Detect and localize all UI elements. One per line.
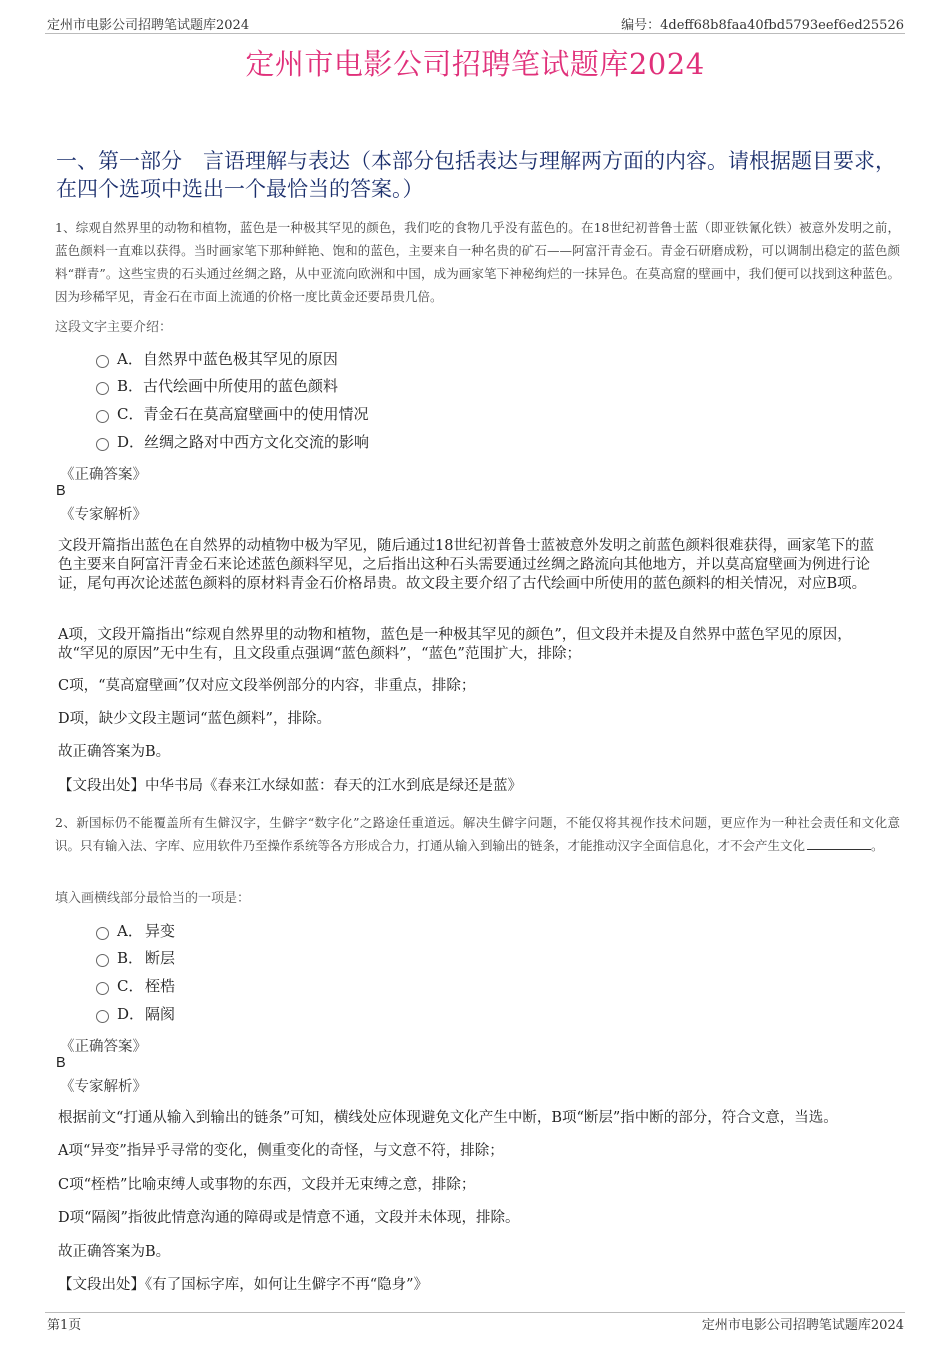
radio-icon[interactable] <box>96 927 109 940</box>
q1-option-c[interactable] <box>96 403 369 425</box>
option-letter: C． <box>117 405 144 423</box>
question-1-prompt: 这段文字主要介绍： <box>55 320 173 335</box>
question-2-prompt: 填入画横线部分最恰当的一项是： <box>55 891 251 906</box>
q2-analysis-label: 《专家解析》 <box>60 1079 147 1095</box>
radio-icon[interactable] <box>96 954 109 967</box>
radio-icon[interactable] <box>96 410 109 423</box>
radio-icon[interactable] <box>96 382 109 395</box>
header-divider <box>45 33 905 34</box>
option-text: 古代绘画中所使用的蓝色颜料 <box>143 377 339 395</box>
fill-in-blank <box>807 837 871 850</box>
q2-option-c[interactable] <box>96 975 175 997</box>
question-1-text: 1、综观自然界里的动物和植物，蓝色是一种极其罕见的颜色，我们吃的食物几乎没有蓝色的。在18世纪初普鲁士蓝（即亚铁氰化铁）被意外发明之前，蓝色颜料一直难以获得。当时画家笔下那种鲜艳、饱和的蓝色，主要来自一种名贵的矿石——阿富汗青金石。青金石研磨成粉，可以调制出稳定的蓝色颜料“群青”。这些宝贵的石头通过丝绸之路，从中亚流向欧洲和中国，成为画家笔下神秘绚烂的一抹异色。在莫高窟的壁画中，我们便可以找到这种蓝色。因为珍稀罕见，青金石在市面上流通的价格一度比黄金还要昂贵几倍。 <box>55 220 900 304</box>
q1-analysis-label: 《专家解析》 <box>60 507 147 523</box>
question-2-text <box>55 811 900 857</box>
q1-analysis-paragraph: 故正确答案为B。 <box>58 744 171 760</box>
q2-analysis-paragraph: 根据前文“打通从输入到输出的链条”可知，横线处应体现避免文化产生中断，B项“断层”指中断的部分，符合文意，当选。 <box>58 1110 838 1126</box>
q2-option-b[interactable] <box>96 947 175 969</box>
question-2-text-after: 。 <box>871 838 884 853</box>
q1-analysis-paragraph: C项，“莫高窟壁画”仅对应文段举例部分的内容，非重点，排除； <box>58 678 476 694</box>
q2-source: 【文段出处】《有了国标字库，如何让生僻字不再“隐身”》 <box>58 1277 429 1293</box>
option-letter: C． <box>117 977 144 995</box>
q2-answer-label: 《正确答案》 <box>60 1039 147 1055</box>
section-heading: 一、第一部分 言语理解与表达（本部分包括表达与理解两方面的内容。请根据题目要求，在四个选项中选出一个最恰当的答案。） <box>56 149 896 201</box>
q2-analysis-paragraph: 故正确答案为B。 <box>58 1244 171 1260</box>
q2-option-a[interactable] <box>96 920 175 942</box>
q1-analysis-paragraph: A项，文段开篇指出“综观自然界里的动物和植物，蓝色是一种极其罕见的颜色”，但文段并未提及自然界中蓝色罕见的原因，故“罕见的原因”无中生有，且文段重点强调“蓝色颜料”，“蓝色”范围扩大，排除； <box>58 627 852 662</box>
footer-title: 定州市电影公司招聘笔试题库2024 <box>701 1318 904 1333</box>
q1-option-b[interactable] <box>96 375 338 397</box>
q1-source: 【文段出处】中华书局《春来江水绿如蓝：春天的江水到底是绿还是蓝》 <box>58 778 522 794</box>
q1-analysis-paragraph: 文段开篇指出蓝色在自然界的动植物中极为罕见，随后通过18世纪初普鲁士蓝被意外发明之前蓝色颜料很难获得，画家笔下的蓝色主要来自阿富汗青金石来论述蓝色颜料罕见，之后指出这种石头需要通过丝绸之路流向其他地方，并以莫高窟壁画为例进行论证，尾句再次论述蓝色颜料的原材料青金石价格昂贵。故文段主要介绍了古代绘画中所使用的蓝色颜料的相关情况，对应B项。 <box>58 538 874 592</box>
header-left: 定州市电影公司招聘笔试题库2024 <box>47 18 250 33</box>
q1-analysis-paragraph: D项，缺少文段主题词“蓝色颜料”，排除。 <box>58 711 331 727</box>
footer-divider <box>45 1312 905 1313</box>
option-letter: A． <box>117 922 143 940</box>
page-title: 定州市电影公司招聘笔试题库2024 <box>245 47 705 81</box>
radio-icon[interactable] <box>96 438 109 451</box>
q2-analysis-paragraph: A项“异变”指异乎寻常的变化，侧重变化的奇怪，与文意不符，排除； <box>58 1143 504 1159</box>
option-text: 断层 <box>145 949 176 967</box>
radio-icon[interactable] <box>96 1010 109 1023</box>
q2-option-d[interactable] <box>96 1003 175 1025</box>
q1-option-a[interactable] <box>96 348 338 370</box>
radio-icon[interactable] <box>96 355 109 368</box>
question-2-text-before: 2、新国标仍不能覆盖所有生僻汉字，生僻字“数字化”之路途任重道远。解决生僻字问题，不能仅将其视作技术问题，更应作为一种社会责任和文化意识。只有输入法、字库、应用软件乃至操作系统等各方形成合力，打通从输入到输出的链条，才能推动汉字全面信息化，才不会产生文化 <box>55 815 900 853</box>
option-letter: B． <box>117 377 144 395</box>
document-id: 编号：4deff68b8faa40fbd5793eef6ed25526 <box>621 18 904 33</box>
q1-answer: B <box>56 483 66 499</box>
option-letter: B． <box>117 949 144 967</box>
option-text: 异变 <box>145 922 176 940</box>
q2-analysis-paragraph: C项“桎梏”比喻束缚人或事物的东西，文段并无束缚之意，排除； <box>58 1177 476 1193</box>
option-text: 自然界中蓝色极其罕见的原因 <box>142 350 338 368</box>
option-letter: D． <box>117 1005 145 1023</box>
option-letter: D． <box>117 433 145 451</box>
option-letter: A． <box>117 350 143 368</box>
radio-icon[interactable] <box>96 982 109 995</box>
q1-option-d[interactable] <box>96 431 369 453</box>
option-text: 青金石在莫高窟壁画中的使用情况 <box>143 405 369 423</box>
q1-answer-label: 《正确答案》 <box>60 467 147 483</box>
q2-analysis-paragraph: D项“隔阂”指彼此情意沟通的障碍或是情意不通，文段并未体现，排除。 <box>58 1210 520 1226</box>
option-text: 桎梏 <box>145 977 176 995</box>
option-text: 丝绸之路对中西方文化交流的影响 <box>144 433 370 451</box>
q2-answer: B <box>56 1055 66 1071</box>
option-text: 隔阂 <box>145 1005 176 1023</box>
page-number: 第1页 <box>47 1318 82 1333</box>
